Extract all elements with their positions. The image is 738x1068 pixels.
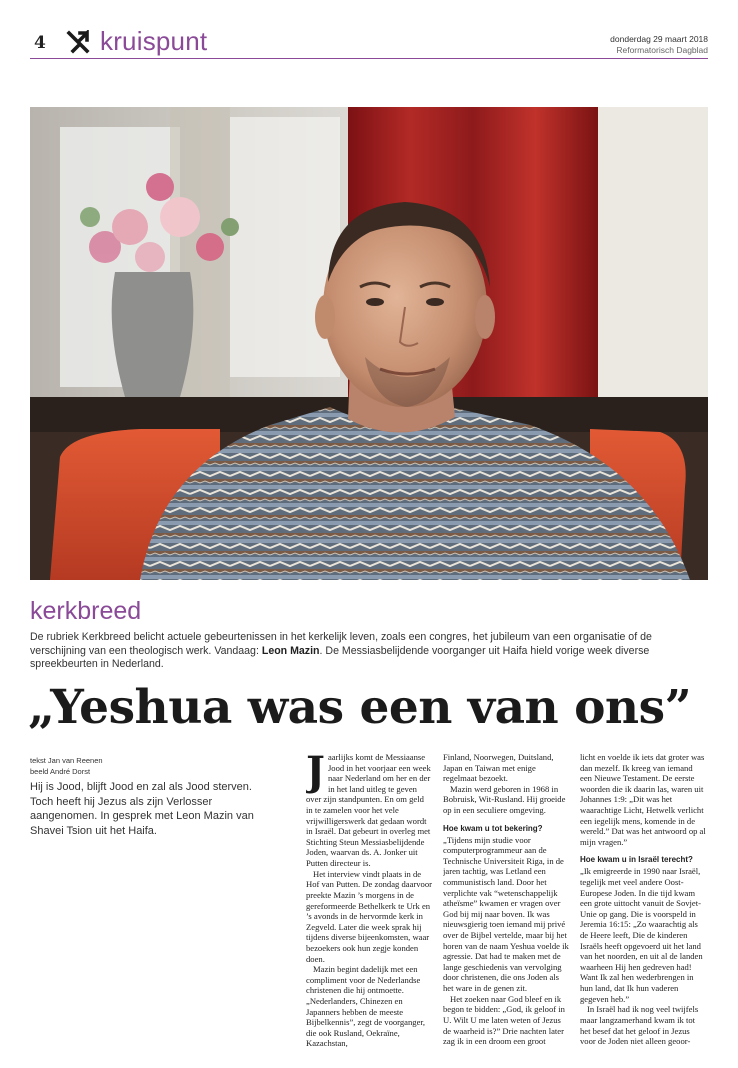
article-headline: „Yeshua was een van ons”: [28, 680, 692, 735]
intro-text-start: De rubriek Kerkbreed belicht actuele gebeurtenissen in het kerkelijk leven, zoals een congres, het jubileum van een organisatie of de verschijning van een theologisch werk. Vandaag:: [30, 631, 652, 657]
page-number: 4: [34, 33, 46, 53]
article-column-1: [306, 752, 432, 1062]
body-paragraph: Mazin werd geboren in 1968 in Bobruisk, Wit-Rusland. Hij groeide op in een seculiere omgeving.: [443, 783, 566, 816]
article-column-2: [443, 752, 569, 1062]
issue-date: donderdag 29 maart 2018: [610, 34, 708, 44]
interview-question: Hoe kwam u tot bekering?: [443, 823, 543, 833]
article-credits: [30, 756, 103, 777]
interview-question: Hoe kwam u in Israël terecht?: [580, 855, 693, 865]
body-paragraph: „Tijdens mijn studie voor computerprogrammeur aan de Technische Universiteit Riga, in de jaren tachtig, was Letland een communistisch land. Door het verplichte vak “wetenschappelijk atheïsme” kwamen er vragen over God bij mij naar boven. Ik was nieuwsgierig toen iemand mij privé over de Bijbel vertelde, maar bij het horen van de naam Yeshua voelde ik agressie. Dat had te maken met de lange geschiedenis van vervolging door christenen, die ons Joden als het ware in de genen zit.: [443, 834, 569, 994]
body-paragraph: Mazin begint dadelijk met een compliment voor de Nederlandse christenen die hij ontmoette. „Nederlanders, Chinezen en Japanners hebben de meeste Bijbelkennis”, zegt de voorganger, die ook Rusland, Oekraïne, Kazachstan,: [306, 964, 426, 1049]
article-lead: Hij is Jood, blijft Jood en zal als Jood sterven. Toch heeft hij Jezus als zijn Verlosser aangenomen. In gesprek met Leon Mazin van Shavei Tsion uit het Haifa.: [30, 781, 254, 837]
intro-name: Leon Mazin: [261, 644, 320, 657]
body-paragraph: Het interview vindt plaats in de Hof van Putten. De zondag daarvoor preekte Mazin ’s morgens in de gereformeerde Bethelkerk te Urk en ’s avonds in de hervormde kerk in Zegveld. Later die week sprak hij tijdens diverse bijeenkomsten, waar bezoekers ook hun zegje konden doen.: [306, 868, 432, 964]
rubric-title: kerkbreed: [30, 597, 142, 625]
newspaper-name: Reformatorisch Dagblad: [616, 44, 708, 55]
portrait-illustration: [30, 107, 708, 580]
drop-cap: J: [306, 752, 325, 795]
body-paragraph: aarlijks komt de Messiaanse Jood in het voorjaar een week naar Nederland om her en der in het land uitleg te geven over zijn standpunten. En om geld in te zamelen voor het vele vrijwilligerswerk dat gedaan wordt in Israël. Dat gebeurt in overleg met Stichting Steun Messiasbelijdende Joden, waarvan ds. A. Jonker uit Putten directeur is.: [306, 752, 431, 869]
intro-text-end: . De Messiasbelijdende voorganger uit Haifa hield vorige week diverse spreekbeurten in Nederland.: [30, 644, 650, 671]
body-paragraph: Finland, Noorwegen, Duitsland, Japan en Taiwan met enige regelmaat bezoekt.: [443, 752, 554, 784]
body-paragraph: In Israël had ik nog veel twijfels maar langzamerhand kwam ik tot het besef dat het geloof in Jezus voor de Joden niet alleen geoor-: [580, 1004, 699, 1047]
article-column-3: [580, 752, 706, 1062]
body-paragraph: „Ik emigreerde in 1990 naar Israël, tegelijk met veel andere Oost-Europese Joden. In die tijd kwam een grote uittocht vanuit de Sovjet-Unie op gang. Die is voorspeld in Jeremia 16:15: „Zo waarachtig als de Heere leeft, Die de kinderen Israëls heeft opgevoerd uit het land van het noorden, en uit al de landen waarheen Hij hen gedreven had! Want Ik zal hen wederbrengen in hun land, dat Ik hun vaderen gegeven heb.”: [580, 866, 703, 1004]
rubric-intro: [30, 631, 690, 672]
page-header-meta: [610, 34, 708, 55]
text-credit: tekst Jan van Reenen: [30, 756, 103, 765]
photo-credit: beeld André Dorst: [30, 766, 91, 776]
portrait-photo: [30, 107, 708, 580]
kruispunt-cross-icon: [66, 30, 90, 54]
body-paragraph: licht en voelde ik iets dat groter was dan mezelf. Ik kreeg van iemand een Nieuwe Testament. De eerste woorden die ik daarin las, waren uit Johannes 1:9: „Dit was het waarachtige Licht, Hetwelk verlicht een iegelijk mens, komende in de wereld.” Dat was het antwoord op al mijn vragen.”: [580, 752, 706, 847]
body-paragraph: Het zoeken naar God bleef en ik begon te bidden: „God, ik geloof in U. Wilt U me laten weten of Jezus de waarheid is?” Drie nachten later zag ik in een droom een groot: [443, 993, 565, 1047]
header-divider: [30, 58, 708, 59]
section-title: kruispunt: [100, 26, 208, 56]
